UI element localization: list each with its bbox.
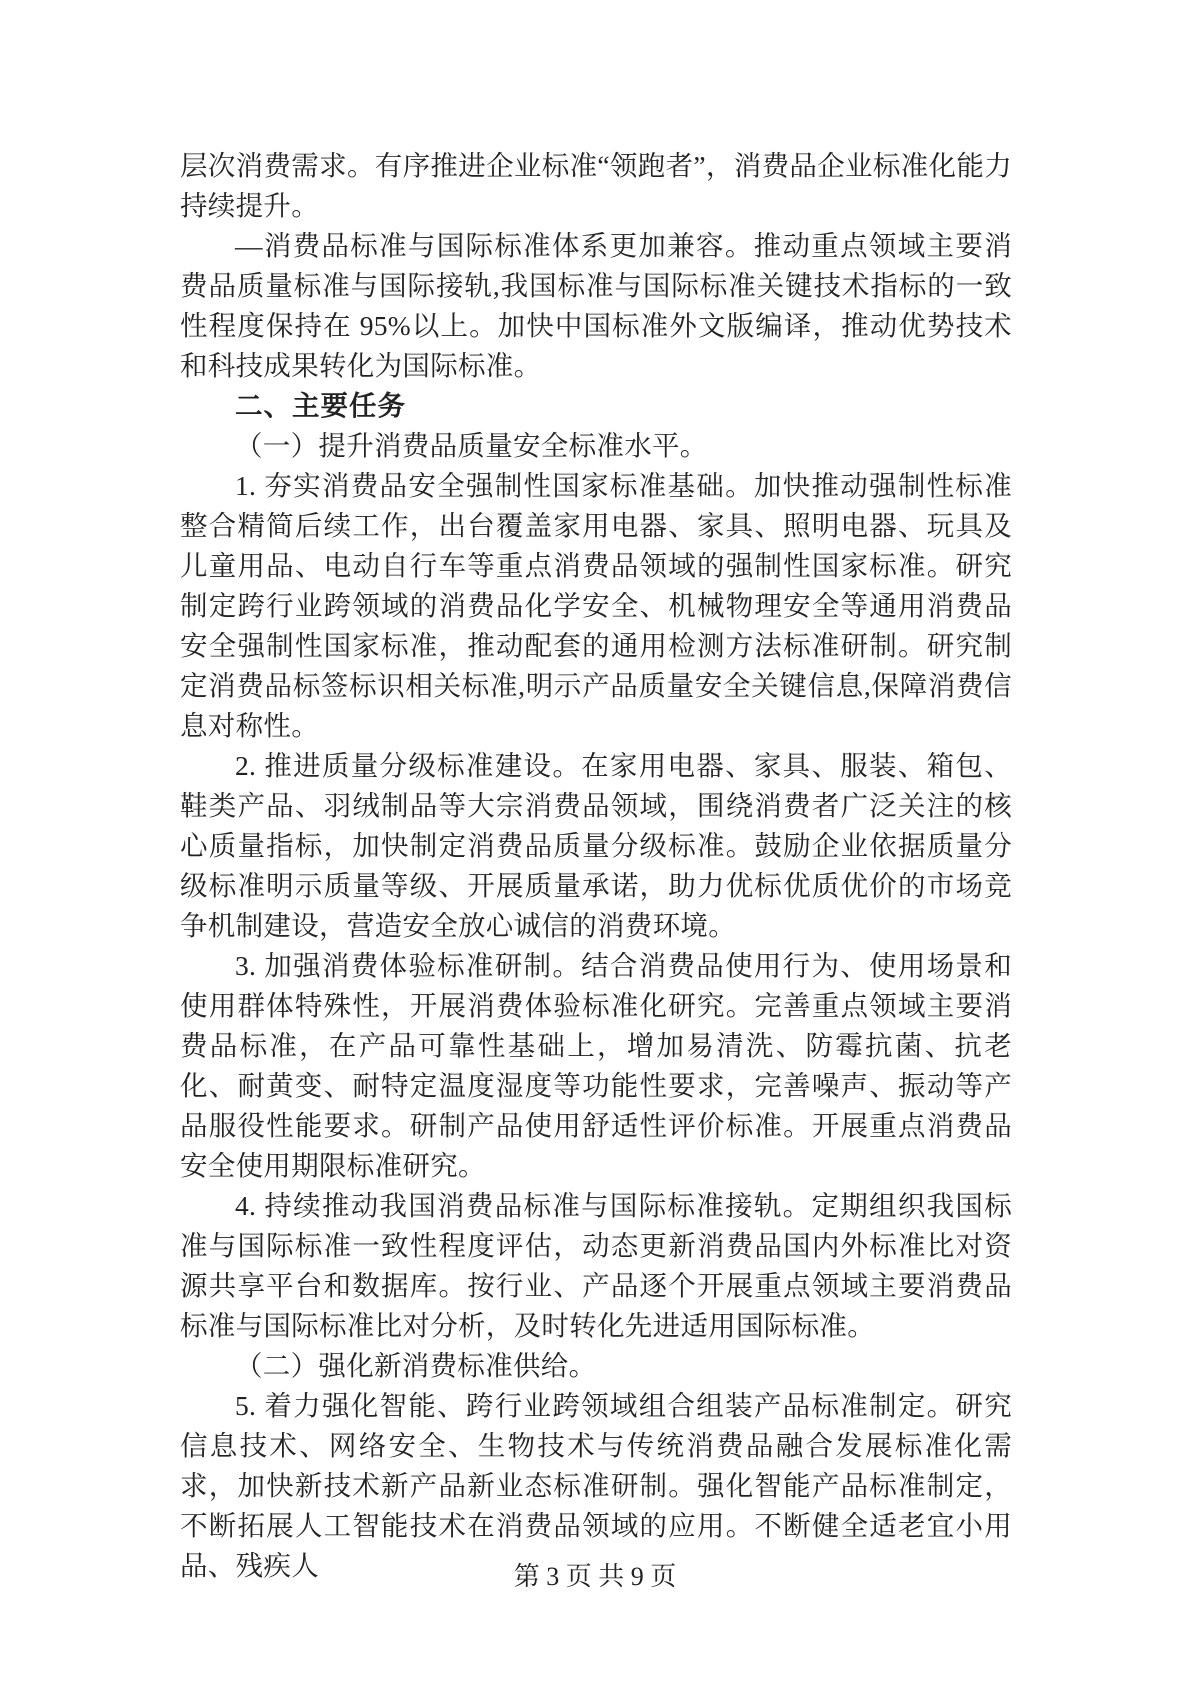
paragraph-item-1: 1. 夯实消费品安全强制性国家标准基础。加快推动强制性标准整合精简后续工作，出台覆盖家用电器、家具、照明电器、玩具及儿童用品、电动自行车等重点消费品领域的强制性国家标准。研究制定跨行业跨领域的消费品化学安全、机械物理安全等通用消费品安全强制性国家标准，推动配套的通用检测方法标准研制。研究制定消费品标签标识相关标准,明示产品质量安全关键信息,保障消费信息对称性。 [180,470,1012,741]
paragraph-item-4: 4. 持续推动我国消费品标准与国际标准接轨。定期组织我国标准与国际标准一致性程度评估，动态更新消费品国内外标准比对资源共享平台和数据库。按行业、产品逐个开展重点领域主要消费品标准与国际标准比对分析，及时转化先进适用国际标准。 [180,1190,1012,1341]
paragraph-item-5: 5. 着力强化智能、跨行业跨领域组合组装产品标准制定。研究信息技术、网络安全、生物技术与传统消费品融合发展标准化需求，加快新技术新产品新业态标准研制。强化智能产品标准制定，不断拓展人工智能技术在消费品领域的应用。不断健全适老宜小用品、残疾人 [180,1390,1012,1581]
paragraph-intl-compat: —消费品标准与国际标准体系更加兼容。推动重点领域主要消费品质量标准与国际接轨,我国标准与国际标准关键技术指标的一致性程度保持在 95%以上。加快中国标准外文版编译，推动优势技术和科技成果转化为国际标准。 [180,230,1012,381]
subsection-heading-1: （一）提升消费品质量安全标准水平。 [235,430,708,461]
paragraph-item-3: 3. 加强消费体验标准研制。结合消费品使用行为、使用场景和使用群体特殊性，开展消费体验标准化研究。完善重点领域主要消费品标准，在产品可靠性基础上，增加易清洗、防霉抗菌、抗老化、耐黄变、耐特定温度湿度等功能性要求，完善噪声、振动等产品服役性能要求。研制产品使用舒适性评价标准。开展重点消费品安全使用期限标准研究。 [180,950,1012,1181]
paragraph-item-2: 2. 推进质量分级标准建设。在家用电器、家具、服装、箱包、鞋类产品、羽绒制品等大宗消费品领域，围绕消费者广泛关注的核心质量指标，加快制定消费品质量分级标准。鼓励企业依据质量分级标准明示质量等级、开展质量承诺，助力优标优质优价的市场竞争机制建设，营造安全放心诚信的消费环境。 [180,750,1012,941]
page-number-footer: 第 3 页 共 9 页 [513,1562,677,1591]
document-body [180,146,1012,1586]
section-heading-main-tasks: 二、主要任务 [235,390,406,421]
subsection-heading-2: （二）强化新消费标准供给。 [235,1350,597,1381]
paragraph-continuation: 层次消费需求。有序推进企业标准“领跑者”，消费品企业标准化能力持续提升。 [180,150,1012,221]
